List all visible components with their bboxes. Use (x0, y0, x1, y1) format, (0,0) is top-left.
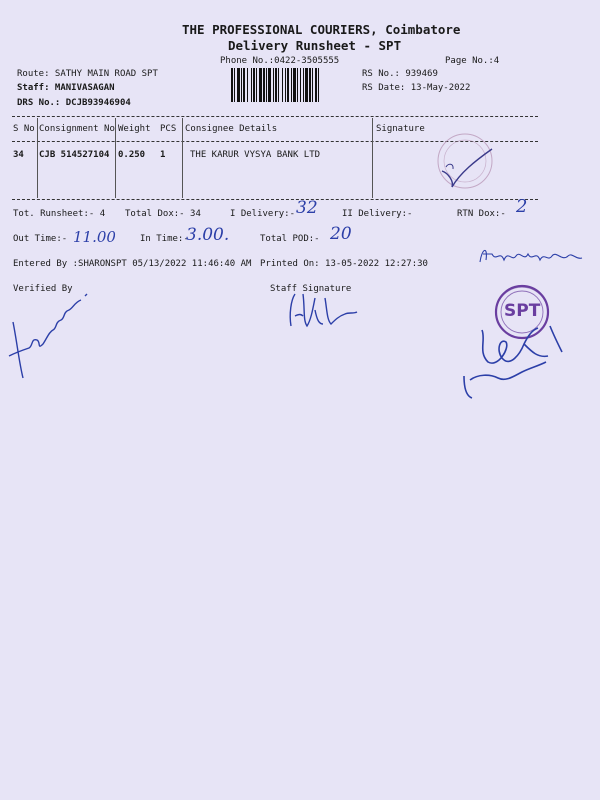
column-divider (115, 118, 116, 198)
barcode-bar (287, 68, 289, 102)
entered-by: Entered By :SHARONSPT 05/13/2022 11:46:40 AM (13, 259, 252, 269)
barcode-bar (282, 68, 283, 102)
route: Route: SATHY MAIN ROAD SPT (17, 69, 158, 79)
page-number: Page No.:4 (445, 56, 500, 66)
total-pod-handwritten: 20 (330, 224, 352, 244)
printed-on: Printed On: 13-05-2022 12:27:30 (260, 259, 428, 269)
row-consignee: THE KARUR VYSYA BANK LTD (190, 150, 321, 160)
header-pcs: PCS (160, 124, 177, 134)
barcode-bar (266, 68, 267, 102)
i-delivery-label: I Delivery:- (230, 209, 296, 219)
barcode-bar (247, 68, 248, 102)
header-consignee-details: Consignee Details (185, 124, 278, 134)
barcode-bar (293, 68, 296, 102)
row-consignment-no: CJB 514527104 (39, 150, 110, 160)
barcode-bar (318, 68, 319, 102)
row-sno: 34 (13, 150, 24, 160)
barcode-bar (237, 68, 240, 102)
total-pod-label: Total POD:- (260, 234, 320, 244)
out-time-label: Out Time:- (13, 234, 68, 244)
phone-number: Phone No.:0422-3505555 (220, 56, 340, 66)
barcode-bar (297, 68, 298, 102)
barcode-bar (241, 68, 242, 102)
rtn-dox-handwritten: 2 (516, 196, 528, 217)
spt-stamp-text: SPT (504, 301, 541, 321)
staff-signature-mark (285, 290, 365, 335)
header-sno: S No (13, 124, 35, 134)
document-title: Delivery Runsheet - SPT (228, 38, 402, 53)
barcode-bar (303, 68, 304, 102)
barcode-bar (315, 68, 317, 102)
header-consignment-no: Consignment No (39, 124, 115, 134)
barcode-bar (275, 68, 277, 102)
rtn-dox-label: RTN Dox:- (457, 209, 506, 219)
in-time-label: In Time:- (140, 234, 189, 244)
barcode-bar (256, 68, 257, 102)
row-weight: 0.250 (118, 150, 146, 160)
row-pcs: 1 (160, 150, 166, 160)
staff-name: Staff: MANIVASAGAN (17, 83, 115, 93)
barcode-bar (251, 68, 252, 102)
verified-by-label: Verified By (13, 284, 73, 294)
staff-signature-label: Staff Signature (270, 284, 352, 294)
barcode-bar (243, 68, 245, 102)
barcode-bar (278, 68, 279, 102)
drs-number: DRS No.: DCJB93946904 (17, 98, 131, 108)
verifier-signature (5, 292, 100, 387)
ii-delivery-label: II Delivery:- (342, 209, 413, 219)
total-dox: Total Dox:- 34 (125, 209, 201, 219)
rs-date: RS Date: 13-May-2022 (362, 83, 471, 93)
rs-number: RS No.: 939469 (362, 69, 438, 79)
barcode-bar (312, 68, 313, 102)
header-signature: Signature (376, 124, 425, 134)
delivery-sign-stamp (420, 133, 510, 193)
barcode-bar (268, 68, 271, 102)
barcode-bar (291, 68, 292, 102)
company-name: THE PROFESSIONAL COURIERS, Coimbatore (182, 22, 461, 37)
tot-runsheet: Tot. Runsheet:- 4 (13, 209, 106, 219)
column-divider (372, 118, 373, 198)
branch-signature (458, 318, 568, 408)
handwritten-name-signature (478, 242, 588, 272)
barcode-bar (300, 68, 301, 102)
barcode-bar (234, 68, 235, 102)
out-time-handwritten: 11.00 (73, 228, 116, 246)
barcode-bar (285, 68, 286, 102)
i-delivery-handwritten: 32 (296, 198, 318, 218)
barcode-bar (263, 68, 265, 102)
table-bottom-rule (12, 199, 538, 200)
barcode-bar (305, 68, 308, 102)
barcode-bar (231, 68, 233, 102)
header-weight: Weight (118, 124, 151, 134)
barcode-bar (273, 68, 274, 102)
in-time-handwritten: 3.00. (186, 225, 230, 245)
barcode (231, 68, 357, 102)
column-divider (182, 118, 183, 198)
table-top-rule (12, 116, 538, 117)
column-divider (37, 118, 38, 198)
barcode-bar (259, 68, 262, 102)
barcode-bar (309, 68, 311, 102)
barcode-bar (253, 68, 255, 102)
